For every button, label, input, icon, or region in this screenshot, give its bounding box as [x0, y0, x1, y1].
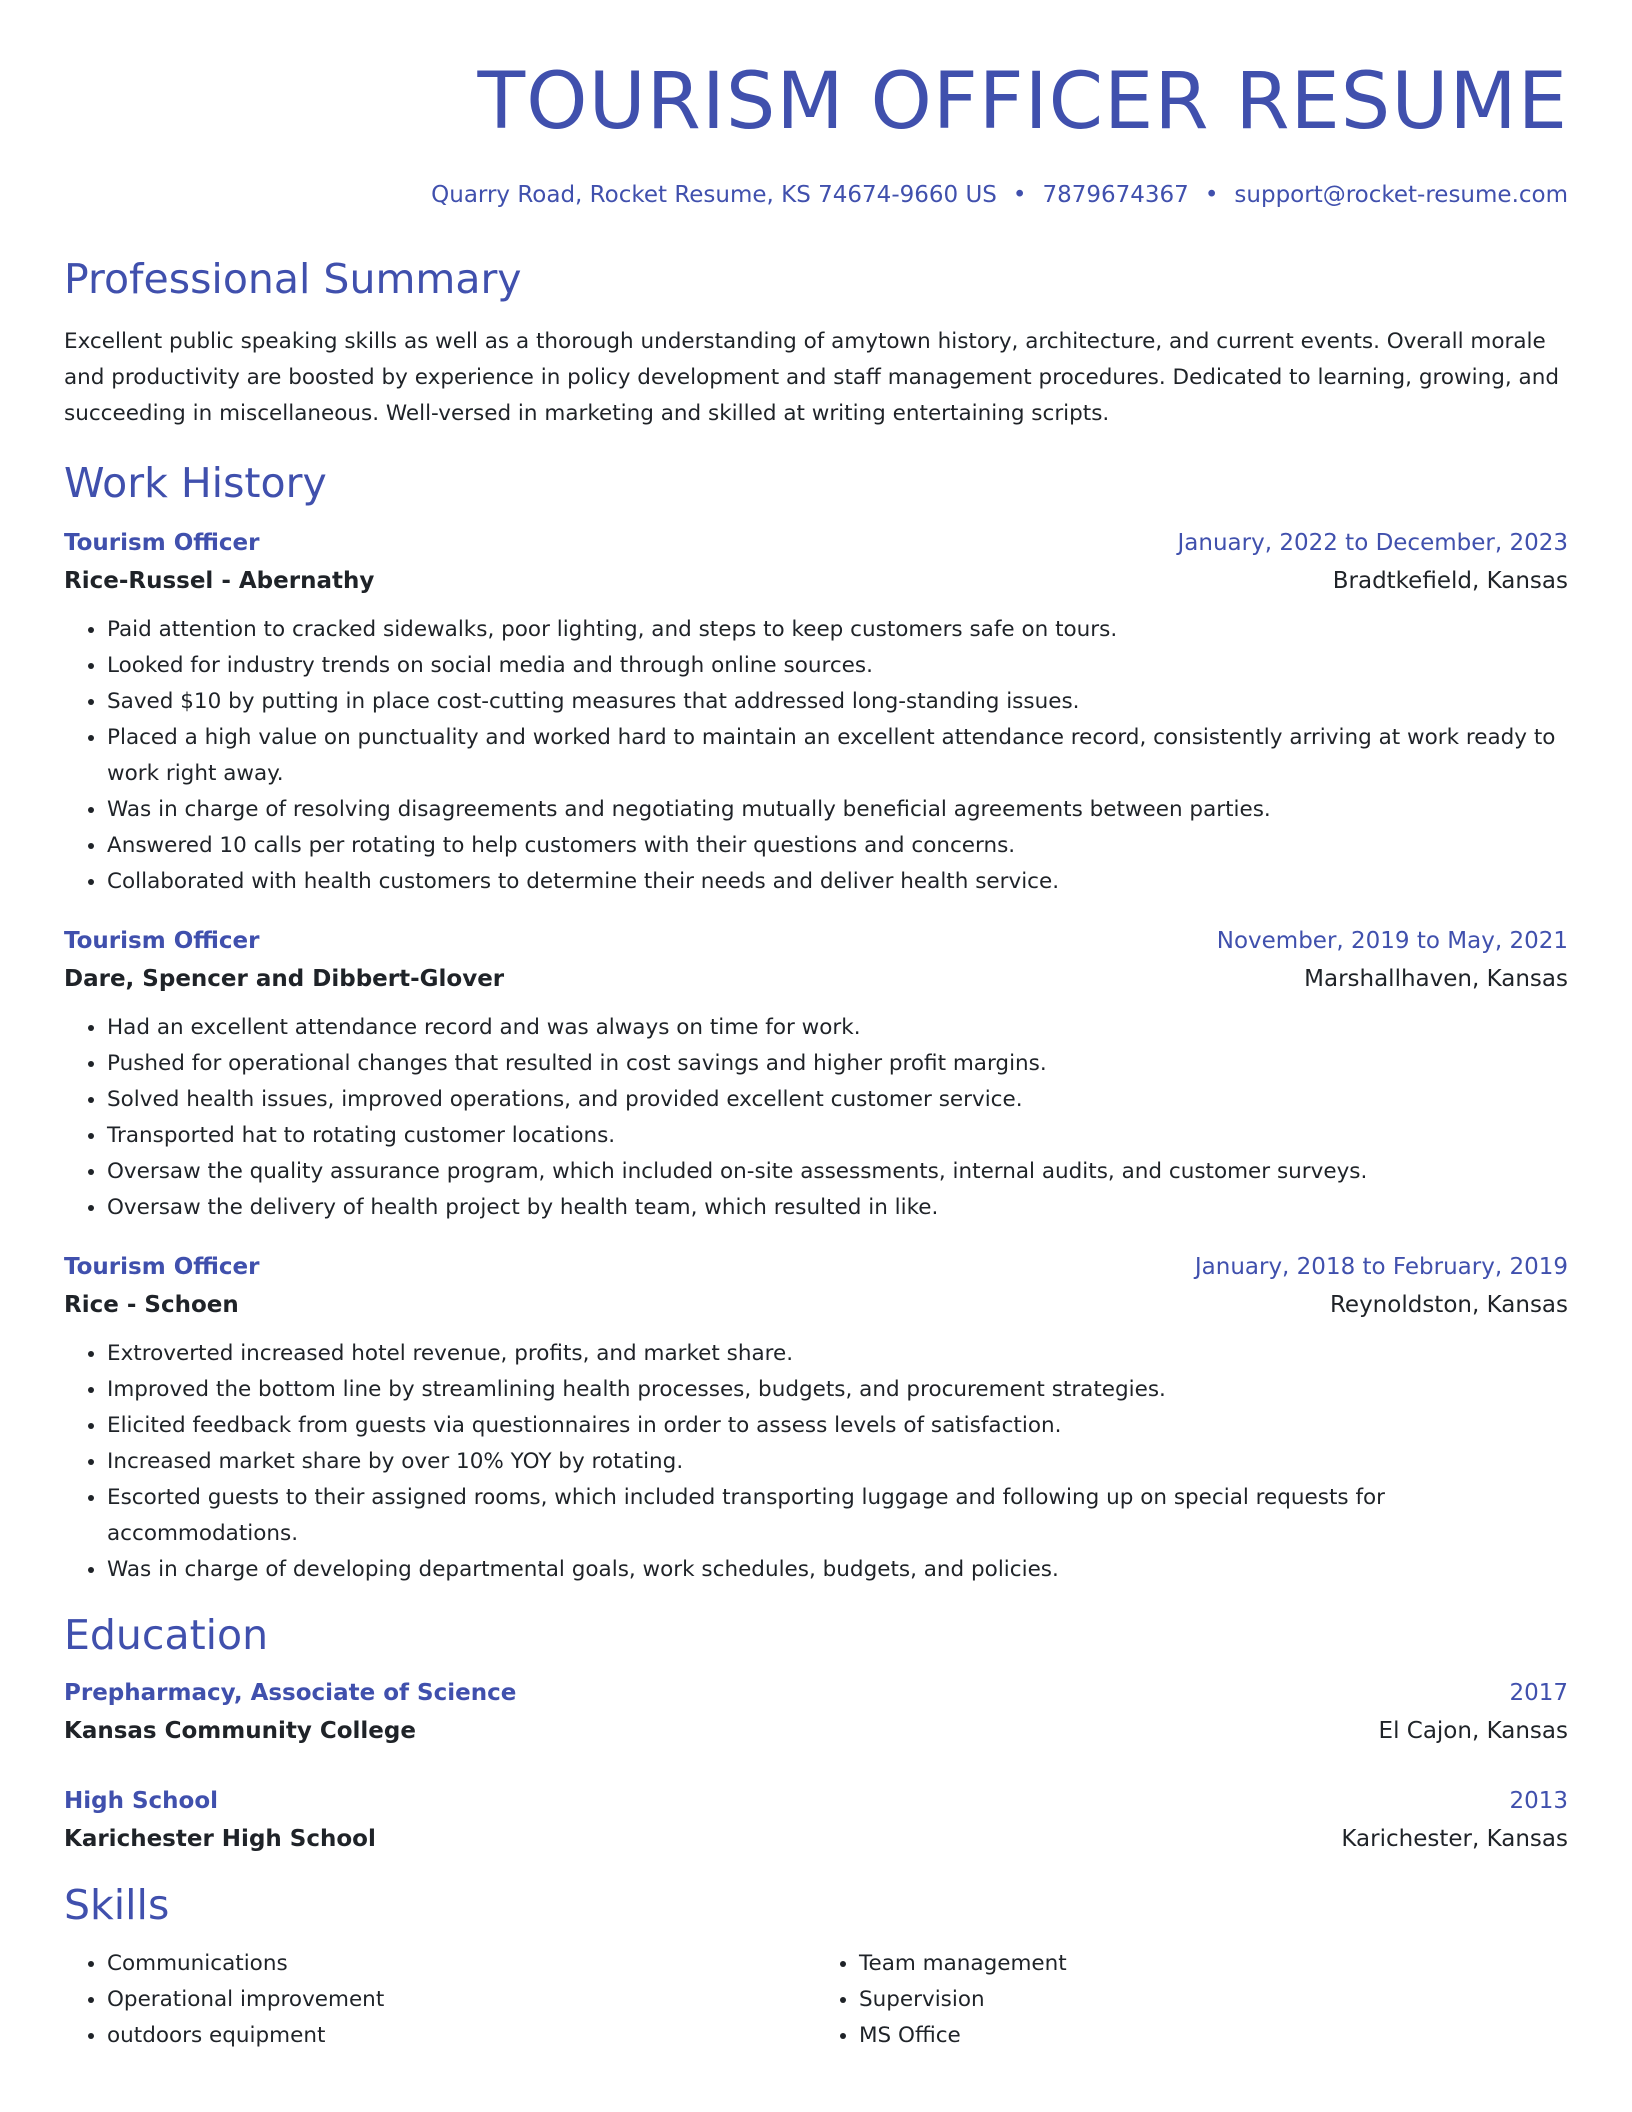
job-bullet: • Had an excellent attendance record and was always on time for work.	[107, 1010, 1568, 1046]
education-entry	[64, 1674, 1568, 1750]
job-dates: January, 2018 to February, 2019	[1194, 1254, 1568, 1280]
job-bullet: • Improved the bottom line by streamlining health processes, budgets, and procurement strategies.	[107, 1372, 1568, 1408]
work-history-heading: Work History	[64, 459, 327, 507]
job-bullet: • Collaborated with health customers to determine their needs and deliver health service.	[107, 864, 1568, 900]
job-bullet: • Extroverted increased hotel revenue, profits, and market share.	[107, 1336, 1568, 1372]
job-company: Dare, Spencer and Dibbert-Glover	[64, 966, 505, 992]
job-company: Rice - Schoen	[64, 1292, 239, 1318]
job-company-row	[64, 1286, 1568, 1324]
education-year: 2017	[1509, 1680, 1568, 1706]
job-location: Bradtkefield, Kansas	[1332, 568, 1568, 594]
job-title: Tourism Officer	[64, 1254, 260, 1280]
job-bullet: • Was in charge of resolving disagreements and negotiating mutually beneficial agreements between parties.	[107, 792, 1568, 828]
job-title-row	[64, 922, 1568, 960]
skills-column-left	[64, 1946, 816, 2054]
job-bullet: • Placed a high value on punctuality and worked hard to maintain an excellent attendance record, consistently arriving at work ready to work right away.	[107, 720, 1568, 792]
education-school: Kansas Community College	[64, 1718, 416, 1744]
education-location: El Cajon, Kansas	[1378, 1718, 1568, 1744]
skill-item: • outdoors equipment	[107, 2018, 816, 2054]
contact-line	[64, 178, 1568, 212]
education-entry	[64, 1782, 1568, 1858]
job-bullet: • Transported hat to rotating customer locations.	[107, 1118, 1568, 1154]
skill-item: • MS Office	[859, 2018, 1568, 2054]
education-degree-row	[64, 1782, 1568, 1820]
job-bullet: • Oversaw the quality assurance program, which included on-site assessments, internal audits, and customer surveys.	[107, 1154, 1568, 1190]
resume-title: TOURISM OFFICER RESUME	[477, 57, 1568, 147]
job-entry	[64, 1248, 1568, 1588]
job-dates: January, 2022 to December, 2023	[1177, 530, 1568, 556]
contact-email[interactable]: support@rocket-resume.com	[1234, 182, 1568, 208]
education-heading: Education	[64, 1611, 269, 1659]
job-dates: November, 2019 to May, 2021	[1216, 928, 1568, 954]
skill-item: • Team management	[859, 1946, 1568, 1982]
job-title: Tourism Officer	[64, 530, 260, 556]
job-company-row	[64, 960, 1568, 998]
contact-address: Quarry Road, Rocket Resume, KS 74674-9660 US	[431, 182, 997, 208]
job-entry	[64, 922, 1568, 1226]
job-title-row	[64, 524, 1568, 562]
skills-list	[64, 1946, 1568, 2054]
resume-content	[64, 54, 1568, 2054]
education-school: Karichester High School	[64, 1826, 376, 1852]
education-location: Karichester, Kansas	[1341, 1826, 1568, 1852]
education-degree-row	[64, 1674, 1568, 1712]
job-bullet: • Looked for industry trends on social media and through online sources.	[107, 648, 1568, 684]
contact-separator: •	[1204, 182, 1219, 208]
job-bullet: • Solved health issues, improved operations, and provided excellent customer service.	[107, 1082, 1568, 1118]
job-bullet: • Was in charge of developing departmental goals, work schedules, budgets, and policies.	[107, 1552, 1568, 1588]
job-bullet: • Pushed for operational changes that resulted in cost savings and higher profit margins.	[107, 1046, 1568, 1082]
education-degree: High School	[64, 1788, 219, 1814]
job-entry	[64, 524, 1568, 900]
job-bullets	[64, 1336, 1568, 1588]
job-title-row	[64, 1248, 1568, 1286]
education-school-row	[64, 1712, 1568, 1750]
job-location: Reynoldston, Kansas	[1329, 1292, 1568, 1318]
job-bullet: • Answered 10 calls per rotating to help customers with their questions and concerns.	[107, 828, 1568, 864]
summary-heading: Professional Summary	[64, 255, 522, 303]
contact-phone: 7879674367	[1042, 182, 1189, 208]
job-bullets	[64, 612, 1568, 900]
job-bullets	[64, 1010, 1568, 1226]
job-bullet: • Paid attention to cracked sidewalks, poor lighting, and steps to keep customers safe on tours.	[107, 612, 1568, 648]
summary-text: Excellent public speaking skills as well as a thorough understanding of amytown history, architecture, and current events. Overall morale and productivity are boosted by experience in policy development and staff management procedures. Dedicated to learning, growing, and succeeding in miscellaneous. Well-versed in marketing and skilled at writing entertaining scripts.	[64, 329, 1559, 426]
job-location: Marshallhaven, Kansas	[1304, 966, 1568, 992]
job-bullet: • Oversaw the delivery of health project by health team, which resulted in like.	[107, 1190, 1568, 1226]
skill-item: • Supervision	[859, 1982, 1568, 2018]
job-bullet: • Increased market share by over 10% YOY by rotating.	[107, 1444, 1568, 1480]
education-degree: Prepharmacy, Associate of Science	[64, 1680, 517, 1706]
job-title: Tourism Officer	[64, 928, 260, 954]
skills-heading: Skills	[64, 1881, 170, 1929]
skills-column-right	[816, 1946, 1568, 2054]
job-bullet: • Escorted guests to their assigned rooms, which included transporting luggage and following up on special requests for accommodations.	[107, 1480, 1568, 1552]
job-bullet: • Saved $10 by putting in place cost-cutting measures that addressed long-standing issues.	[107, 684, 1568, 720]
skill-item: • Communications	[107, 1946, 816, 1982]
education-year: 2013	[1509, 1788, 1568, 1814]
job-company-row	[64, 562, 1568, 600]
job-company: Rice-Russel - Abernathy	[64, 568, 375, 594]
skill-item: • Operational improvement	[107, 1982, 816, 2018]
contact-separator: •	[1012, 182, 1027, 208]
job-bullet: • Elicited feedback from guests via questionnaires in order to assess levels of satisfaction.	[107, 1408, 1568, 1444]
education-school-row	[64, 1820, 1568, 1858]
